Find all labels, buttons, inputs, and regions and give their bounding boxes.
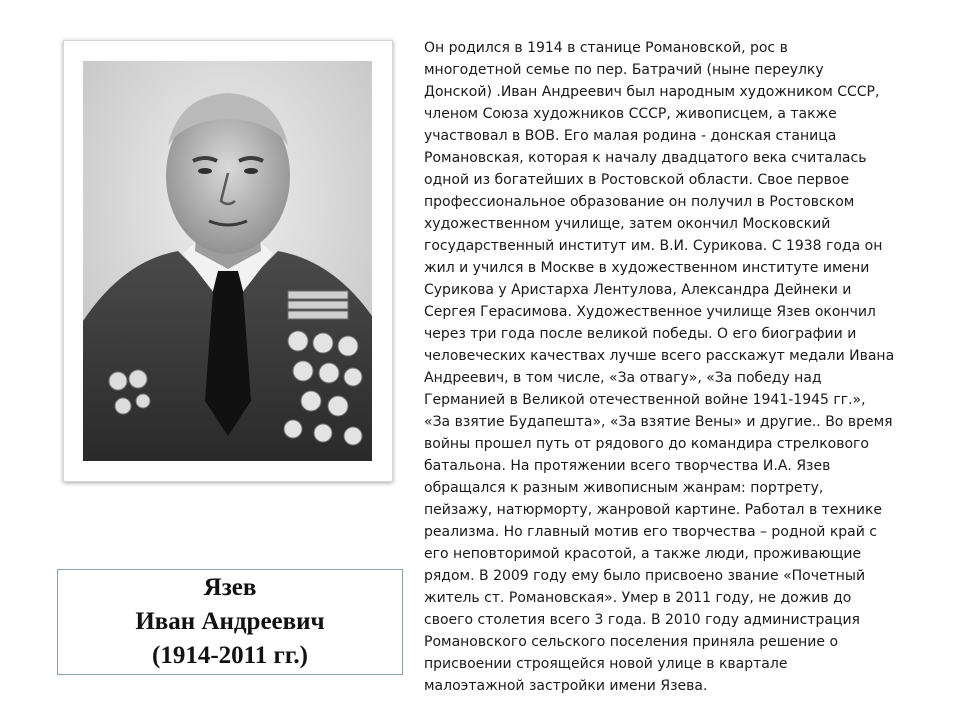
biography-line: Романовская, которая к началу двадцатого века считалась	[424, 150, 867, 166]
biography-line: художественном училище, затем окончил Московский	[424, 216, 831, 232]
biography-line: Донской) .Иван Андреевич был народным художником СССР,	[424, 84, 880, 100]
biography-line: пейзажу, натюрморту, жанровой картине. Работал в технике	[424, 502, 883, 518]
biography-line: житель ст. Романовская». Умер в 2011 году, не дожив до	[424, 590, 852, 606]
biography-line: многодетной семье по пер. Батрачий (ныне переулку	[424, 62, 824, 78]
biography-line: Андреевич, в том числе, «За отвагу», «За победу над	[424, 370, 822, 386]
portrait-photo	[83, 61, 372, 461]
portrait-image	[83, 61, 372, 461]
caption-years: (1914-2011 гг.)	[152, 642, 308, 669]
caption-given-names: Иван Андреевич	[135, 608, 325, 635]
biography-line: реализма. Но главный мотив его творчества – родной край с	[424, 524, 878, 540]
biography-line: малоэтажной застройки имени Язева.	[424, 678, 708, 694]
biography-line: рядом. В 2009 году ему было присвоено звание «Почетный	[424, 568, 866, 584]
name-caption	[57, 569, 403, 675]
biography-line: участвовал в ВОВ. Его малая родина - донская станица	[424, 128, 837, 144]
biography-line: членом Союза художников СССР, живописцем, а также	[424, 106, 837, 122]
biography-line: его неповторимой красотой, а также люди, проживающие	[424, 546, 862, 562]
biography-line: «За взятие Будапешта», «За взятие Вены» и другие.. Во время	[424, 414, 893, 430]
biography-line: присвоении строящейся новой улице в квартале	[424, 656, 788, 672]
biography-line: через три года после великой победы. О его биографии и	[424, 326, 857, 342]
biography-line: Германией в Великой отечественной войне 1941-1945 гг.»,	[424, 392, 866, 408]
biography-line: войны прошел путь от рядового до командира стрелкового	[424, 436, 869, 452]
biography-line: государственный институт им. В.И. Сурикова. С 1938 года он	[424, 238, 883, 254]
biography-line: Романовского сельского поселения приняла решение о	[424, 634, 839, 650]
biography-line: Сурикова у Аристарха Лентулова, Александра Дейнеки и	[424, 282, 852, 298]
biography-text	[424, 37, 924, 697]
biography-line: одной из богатейших в Ростовской области. Свое первое	[424, 172, 850, 188]
biography-line: обращался к разным живописным жанрам: портрету,	[424, 480, 824, 496]
biography-line: своего столетия всего 3 года. В 2010 году администрация	[424, 612, 860, 628]
biography-line: батальона. На протяжении всего творчества И.А. Язев	[424, 458, 831, 474]
caption-surname: Язев	[203, 574, 257, 601]
biography-line: профессиональное образование он получил в Ростовском	[424, 194, 855, 210]
portrait-frame	[63, 40, 393, 482]
biography-line: Он родился в 1914 в станице Романовской, рос в	[424, 40, 788, 56]
biography-line: человеческих качествах лучше всего расскажут медали Ивана	[424, 348, 895, 364]
biography-line: жил и учился в Москве в художественном институте имени	[424, 260, 870, 276]
biography-line: Сергея Герасимова. Художественное училище Язев окончил	[424, 304, 876, 320]
